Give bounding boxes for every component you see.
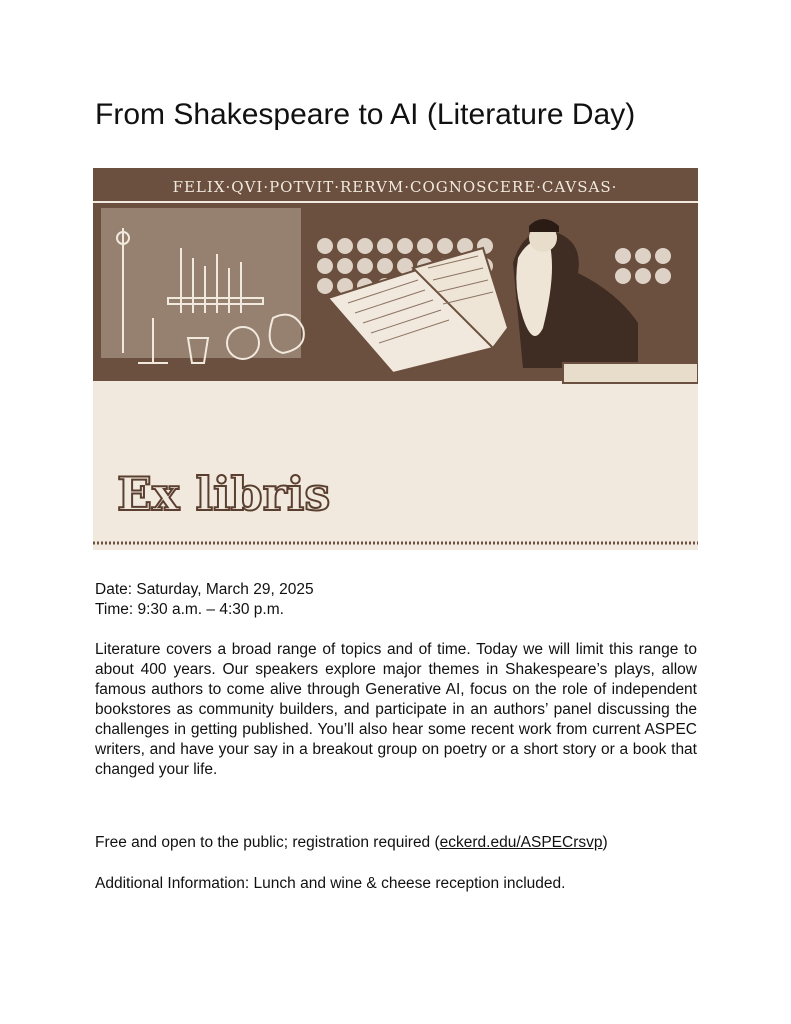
ex-libris-lettering: Ex libris [117,467,331,521]
registration-text-close: ) [602,834,608,851]
event-time: Time: 9:30 a.m. – 4:30 p.m. [95,601,284,618]
registration-info [95,833,697,853]
ex-libris-illustration [93,168,698,550]
event-details [95,580,695,620]
page-title: From Shakespeare to AI (Literature Day) [95,98,636,131]
registration-link[interactable]: eckerd.edu/ASPECrsvp [439,834,603,851]
additional-info: Additional Information: Lunch and wine & cheese reception included. [95,875,566,892]
registration-text: Free and open to the public; registration required ( [95,834,440,851]
illustration-motto: FELIX·QVI·POTVIT·RERVM·COGNOSCERE·CAVSAS· [172,178,618,196]
event-date: Date: Saturday, March 29, 2025 [95,581,314,598]
event-description: Literature covers a broad range of topics and of time. Today we will limit this range to about 400 years. Our speakers explore major themes in Shakespeare’s plays, allow famous authors to come alive through Generative AI, focus on the role of independent bookstores as community builders, and participate in an authors’ panel discussing the challenges in getting published. You’ll also hear some recent work from current ASPEC writers, and have your say in a breakout group on poetry or a short story or a book that changed your life. [95,641,697,778]
